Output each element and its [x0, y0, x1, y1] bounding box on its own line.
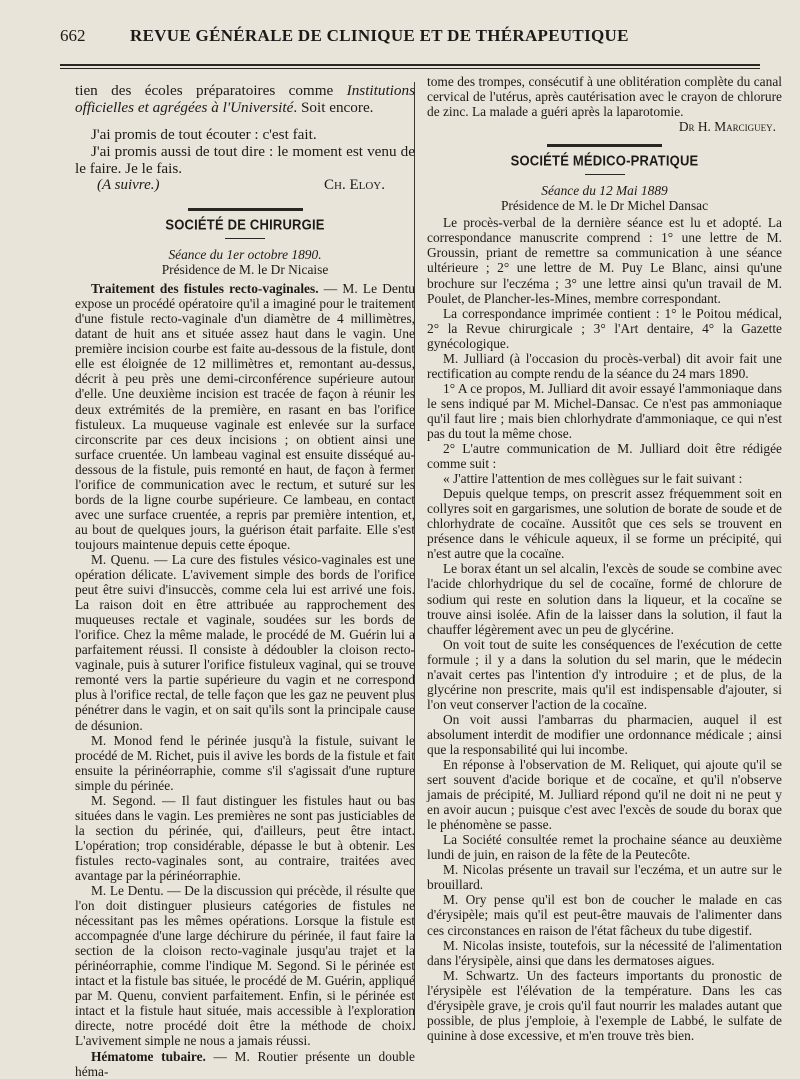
- paragraph-hematome: Hématome tubaire. — M. Routier présente un double héma-: [75, 1048, 415, 1079]
- section-heading-chirurgie: [75, 208, 415, 239]
- a-suivre: (A suivre.): [97, 177, 160, 193]
- paragraph-le-dentu: M. Le Dentu. — De la discussion qui précède, il résulte que l'on doit distinguer plusieurs catégories de fistules ne nécessitant pas les mêmes opérations. Lorsque la fistule est accompagnée d'une large déchirure du périnée, il faut faire la section de la cloison recto-vaginale jusqu'au trajet et la périnéorraphie, comme l'indique M. Segond. Si le périnée est intact et la fistule bas située, le procédé de M. Guérin, appliqué par M. Quenu, convient parfaitement. Enfin, si le périnée est intact et la fistule haut située, mais accessible à l'exploration directe, notre procédé doit être la méthode de choix. L'avivement simple ne nous a jamais réussi.: [75, 883, 415, 1049]
- paragraph-7: Depuis quelque temps, on prescrit assez fréquemment soit en collyres soit en gargarismes, une solution de borate de soude et de chlorhydrate de cocaïne. Aussitôt que ces sels se trouvent en présence dans le véhicule aqueux, il se forme un précipité, qui n'est autre que la cocaïne.: [427, 486, 782, 562]
- page-number: 662: [60, 26, 86, 45]
- section-rule-short: [225, 238, 265, 239]
- section-rule-short: [585, 174, 625, 175]
- section-rule: [188, 208, 303, 211]
- paragraph-15: M. Nicolas insiste, toutefois, sur la nécessité de l'alimentation dans l'érysipèle, ainsi que dans les dermatoses aigues.: [427, 937, 782, 968]
- section-title: SOCIÉTÉ DE CHIRURGIE: [165, 215, 325, 234]
- paragraph-16: M. Schwartz. Un des facteurs importants du pronostic de l'érysipèle est l'élévation de la température. Dans les cas d'érysipèle grave, je crois qu'il faut nourrir les malades autant que possible, de plus j'emploie, à l'exemple de Labbé, le sulfate de quinine à dose excessive, et m'en trouve très bien.: [427, 967, 782, 1043]
- paragraph-2: La correspondance imprimée contient : 1° le Poitou médical, 2° la Revue chirurgicale ; 3° l'Art dentaire, 4° la Gazette gynécologique.: [427, 305, 782, 351]
- section-title: SOCIÉTÉ MÉDICO-PRATIQUE: [510, 152, 699, 170]
- paragraph-traitement: Traitement des fistules recto-vaginales. — M. Le Dentu expose un procédé opératoire qu'il a imaginé pour le traitement d'une fistule recto-vaginale d'un diamètre de 4 millimètres, datant de huit ans et située assez haut dans le vagin. Une première incision courbe est faite au-dessous de la fistule, dont elle est éloignée de 12 millimètres et, remontant au-dessus, décrit à peu près une demi-circonférence supérieure autour d'elle. Une deuxième incision est tracée de façon à réunir les deux extrémités de la première, en rasant en bas l'orifice fistuleux. La muqueuse vaginale est enlevée sur la surface circonscrite par ces deux incisions ; on obtient ainsi une surface cruentée. Un lambeau vaginal est ensuite disséqué au-dessous de la fistule, puis remonté en haut, de façon à fermer l'orifice de communication avec le rectum, et suturé sur les bords de la ligne courbe supérieure. Ce lambeau, en contact avec une surface cruentée, a repris par première intention, et, au bout de quelques jours, la guérison était parfaite. Elle s'est toujours maintenue depuis cette époque.: [75, 281, 415, 552]
- paragraph-11: En réponse à l'observation de M. Reliquet, qui ajoute qu'il se sert souvent d'acide borique et de cocaïne, et qu'il n'observe jamais de précipité, M. Julliard répond qu'il ne doit ni ne peut y en avoir aucun ; puisque c'est avec l'excès de soude du borax que le phénomène se passe.: [427, 757, 782, 833]
- right-column: [427, 74, 782, 1043]
- paragraph-10: On voit aussi l'ambarras du pharmacien, auquel il est absolument interdit de modifier une ordonnance médicale ; ainsi que la responsabilité qui lui incombe.: [427, 711, 782, 757]
- signature-line: [75, 177, 415, 194]
- paragraph-6: « J'attire l'attention de mes collègues sur le fait suivant :: [443, 471, 743, 487]
- paragraph-9: On voit tout de suite les conséquences de l'exécution de cette formule ; il y a dans la solution du sel marin, que le médecin n'avait certes pas l'intention d'y introduire ; et de plus, de la glycérine non prescrite, mais qu'il est indispensable d'ajouter, si l'on veut conserver l'action de la cocaïne.: [427, 636, 782, 712]
- paragraph-1: Le procès-verbal de la dernière séance est lu et adopté. La correspondance manuscrite comprend : 1° une lettre de M. Groussin, priant de remettre sa communication à une séance ultérieure ; 2° une lettre de M. Puy Le Blanc, ainsi qu'une brochure sur l'eczéma ; 3° une lettre ainsi qu'un travail de M. Poulet, de Plancher-les-Mines, membre correspondant.: [427, 215, 782, 306]
- continued-signature: Dr H. Marciguey.: [678, 119, 776, 135]
- seance-date: Séance du 1er octobre 1890.: [168, 247, 322, 263]
- presidence: Présidence de M. le Dr Michel Dansac: [500, 198, 709, 214]
- section-rule: [547, 144, 662, 147]
- continued-paragraph: tome des trompes, consécutif à une oblitération complète du canal cervical de l'utérus, après cautérisation avec le crayon de chlorure de zinc. La malade a guéri après la laparotomie.: [427, 74, 782, 120]
- left-column: [75, 82, 415, 1079]
- paragraph-3: M. Julliard (à l'occasion du procès-verbal) dit avoir fait une rectification au compte rendu de la séance du 24 mars 1890.: [427, 350, 782, 381]
- author-signature: Ch. Eloy.: [324, 177, 385, 193]
- paragraph-8: Le borax étant un sel alcalin, l'excès de soude se combine avec l'acide chlorhydrique du sel de cocaïne, formé de chlorure de sodium qui reste en solution dans la liqueur, et la cocaïne se trouve ainsi isolée. Afin de la laisser dans la solution, il faut la chauffer légèrement avec un peu de glycérine.: [427, 561, 782, 637]
- running-title: REVUE GÉNÉRALE DE CLINIQUE ET DE THÉRAPEUTIQUE: [130, 26, 629, 45]
- seance-date: Séance du 12 Mai 1889: [541, 183, 668, 199]
- intro-paragraph: tien des écoles préparatoires comme Institutions officielles et agrégées à l'Université. Soit encore.: [75, 82, 415, 116]
- presidence: Présidence de M. le Dr Nicaise: [161, 262, 329, 278]
- paragraph-13: M. Nicolas présente un travail sur l'eczéma, et un autre sur le brouillard.: [427, 862, 782, 893]
- paragraph-monod: M. Monod fend le périnée jusqu'à la fistule, suivant le procédé de M. Richet, puis il avive les bords de la fistule et fait ensuite la périnéorraphie, comme s'il s'agissait d'une rupture simple du périnée.: [75, 732, 415, 793]
- paragraph-14: M. Ory pense qu'il est bon de coucher le malade en cas d'érysipèle; mais qu'il est peut-être mauvais de l'alimenter dans ces circonstances en raison de l'état fâcheux du tube digestif.: [427, 892, 782, 938]
- header-rule: [60, 64, 760, 66]
- paragraph-quenu: M. Quenu. — La cure des fistules vésico-vaginales est une opération délicate. L'avivement simple des bords de l'orifice peut être suivi d'insuccès, comme cela lui est arrivé une fois. La raison doit en être attribuée au rapprochement des muqueuses rectale et vaginale, soudées sur les bords de l'orifice. Chez la même malade, le procédé de M. Guérin lui a parfaitement réussi. Il consiste à dédoubler la cloison recto-vaginale, puis à suturer l'orifice fistuleux vaginal, qui se trouve remonté vers la partie supérieure du vagin et ne correspond plus à l'orifice rectal, de telle façon que les gaz ne peuvent plus pénétrer dans le vagin, et on sait qu'ils sont la principale cause de désunion.: [75, 551, 415, 733]
- intro-paragraph-3: J'ai promis aussi de tout dire : le moment est venu de le faire. Je le fais.: [75, 143, 415, 177]
- paragraph-12: La Société consultée remet la prochaine séance au deuxième lundi de juin, en raison de la fête de la Peutecôte.: [427, 832, 782, 863]
- header-rule-thin: [60, 68, 760, 69]
- paragraph-segond: M. Segond. — Il faut distinguer les fistules haut ou bas situées dans le vagin. Les premières ne sont pas justiciables de la section du périnée, qui, d'ailleurs, peut être intact. L'opération; trop considérable, dépasse le but à obtenir. Les fistules recto-vaginales sont, au contraire, traitées avec avantage par la périnéorraphie.: [75, 792, 415, 883]
- section-heading-medico: [427, 144, 782, 175]
- page-header: [60, 26, 760, 56]
- paragraph-5: 2° L'autre communication de M. Julliard doit être rédigée comme suit :: [427, 441, 782, 472]
- paragraph-4: 1° A ce propos, M. Julliard dit avoir essayé l'ammoniaque dans le sens indiqué par M. Michel-Dansac. Ce n'est pas ammoniaque qu'il faut lire ; mais bien chlorhydrate d'ammoniaque, ce qui n'est pas du tout la même chose.: [427, 380, 782, 441]
- intro-paragraph-2: J'ai promis de tout écouter : c'est fait.: [91, 126, 317, 143]
